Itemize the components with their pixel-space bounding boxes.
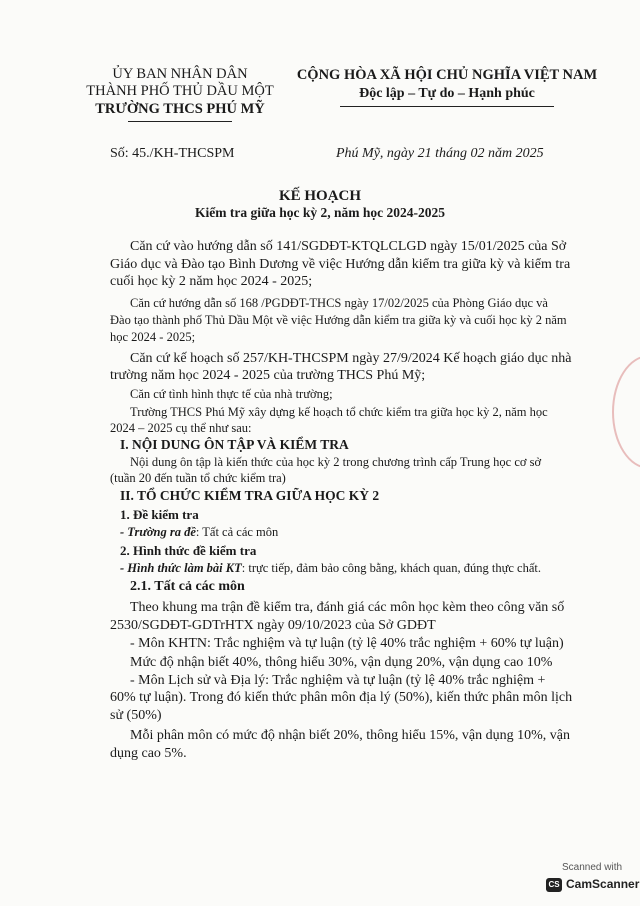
nation-motto: Độc lập – Tự do – Hạnh phúc [359, 86, 535, 101]
para-6-line-1: Nội dung ôn tập là kiến thức của học kỳ 2 trong chương trình cấp Trung học cơ sở [130, 455, 542, 469]
para-history-geo-line-1: - Môn Lịch sử và Địa lý: Trắc nghiệm và tự luận (tỷ lệ 40% trắc nghiệm + [130, 673, 546, 688]
exam-paper-text: : Tất cả các môn [195, 525, 279, 539]
exam-format-text: : trực tiếp, đảm bảo công bằng, khách quan, đúng thực chất. [241, 561, 541, 575]
subheading-all-subjects: 2.1. Tất cả các môn [130, 579, 245, 594]
para-2-line-3: học 2024 - 2025; [110, 330, 196, 344]
motto-underline [340, 106, 554, 107]
school-underline [128, 121, 232, 122]
para-history-geo-line-3: sử (50%) [110, 708, 162, 723]
para-7-line-1: Theo khung ma trận đề kiểm tra, đánh giá các môn học kèm theo công văn số [130, 600, 565, 615]
red-seal-stamp [612, 355, 640, 469]
document-title: KẾ HOẠCH [278, 188, 362, 204]
para-history-geo-line-2: 60% tự luận). Trong đó kiến thức phân môn địa lý (50%), kiến thức phân môn lịch [110, 690, 573, 705]
school-name: TRƯỜNG THCS PHÚ MỸ [95, 101, 265, 117]
subheading-exam-format: 2. Hình thức đề kiểm tra [120, 543, 257, 558]
exam-paper-item [120, 525, 278, 540]
document-subtitle: Kiểm tra giữa học kỳ 2, năm học 2024-2025 [195, 205, 445, 220]
scanned-with-text: Scanned with [562, 862, 623, 873]
para-khtn: - Môn KHTN: Trắc nghiệm và tự luận (tỷ lệ 40% trắc nghiệm + 60% tự luận) [130, 636, 564, 651]
exam-format-label: - Hình thức làm bài KT [120, 561, 242, 575]
para-6-line-2: (tuần 20 đến tuần tổ chức kiểm tra) [110, 471, 286, 485]
para-2-line-1: Căn cứ hướng dẫn số 168 /PGDĐT-THCS ngày 17/02/2025 của Phòng Giáo dục và [130, 296, 548, 310]
para-levels-line-2: dụng cao 5%. [110, 746, 187, 761]
section-heading-1: I. NỘI DUNG ÔN TẬP VÀ KIỂM TRA [120, 437, 349, 452]
document-number: Số: 45./KH-THCSPM [110, 146, 235, 161]
para-1-line-1: Căn cứ vào hướng dẫn số 141/SGDĐT-KTQLCLGD ngày 15/01/2025 của Sở [130, 239, 567, 254]
para-7-line-2: 2530/SGDĐT-GDTrHTX ngày 09/10/2023 của Sở GDĐT [110, 618, 436, 633]
para-khtn-levels: Mức độ nhận biết 40%, thông hiểu 30%, vận dụng 20%, vận dụng cao 10% [130, 655, 553, 670]
nation-title: CỘNG HÒA XÃ HỘI CHỦ NGHĨA VIỆT NAM [296, 67, 598, 83]
subheading-exam-paper: 1. Đề kiểm tra [120, 507, 199, 522]
exam-format-item [120, 561, 541, 576]
para-4: Căn cứ tình hình thực tế của nhà trường; [130, 387, 333, 401]
para-5-line-1: Trường THCS Phú Mỹ xây dựng kế hoạch tổ chức kiểm tra giữa học kỳ 2, năm học [130, 405, 548, 419]
document-date: Phú Mỹ, ngày 21 tháng 02 năm 2025 [336, 146, 544, 161]
exam-paper-label: - Trường ra đề [120, 525, 196, 539]
para-2-line-2: Đào tạo thành phố Thủ Dầu Một về việc Hướng dẫn kiểm tra giữa kỳ và cuối học kỳ 2 năm [110, 313, 567, 327]
camscanner-logo-icon: CS [546, 878, 562, 892]
camscanner-watermark [546, 862, 640, 898]
para-5-line-2: 2024 – 2025 cụ thể như sau: [110, 421, 252, 435]
para-3-line-1: Căn cứ kế hoạch số 257/KH-THCSPM ngày 27/9/2024 Kế hoạch giáo dục nhà [130, 351, 572, 366]
para-1-line-3: cuối học kỳ 2 năm học 2024 - 2025; [110, 274, 313, 289]
para-3-line-2: trường năm học 2024 - 2025 của trường THCS Phú Mỹ; [110, 368, 426, 383]
para-1-line-2: Giáo dục và Đào tạo Bình Dương về việc Hướng dẫn kiểm tra giữa kỳ và kiểm tra [110, 257, 571, 272]
section-heading-2: II. TỔ CHỨC KIỂM TRA GIỮA HỌC KỲ 2 [120, 488, 380, 503]
para-levels-line-1: Mỗi phân môn có mức độ nhận biết 20%, thông hiểu 15%, vận dụng 10%, vận [130, 728, 570, 743]
issuer-line-2: THÀNH PHỐ THỦ DẦU MỘT [86, 83, 274, 99]
issuer-line-1: ỦY BAN NHÂN DÂN [112, 66, 248, 82]
camscanner-brand: CamScanner [566, 877, 640, 891]
